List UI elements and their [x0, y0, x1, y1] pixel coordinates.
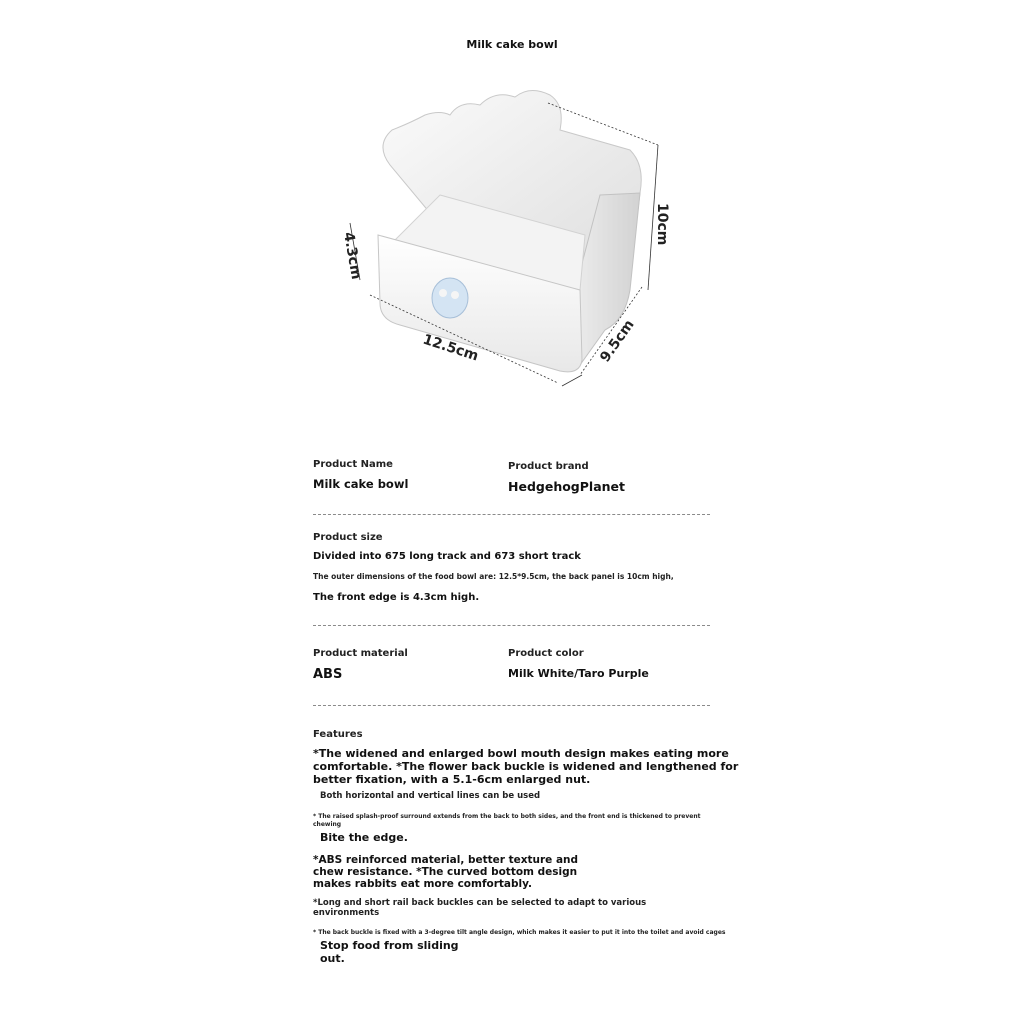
product-size-line1: Divided into 675 long track and 673 short track [313, 551, 581, 562]
brand-sticker [432, 278, 468, 318]
dim-width: 9.5cm [597, 317, 638, 366]
feature-5-line2: chew resistance. *The curved bottom design [313, 866, 578, 878]
divider [313, 514, 710, 515]
feature-8-line1: Stop food from sliding [320, 939, 459, 952]
product-color-label: Product color [508, 648, 584, 659]
product-color-value: Milk White/Taro Purple [508, 667, 649, 680]
product-brand-label: Product brand [508, 461, 589, 472]
feature-3-line2: chewing [313, 821, 342, 828]
feature-2: Both horizontal and vertical lines can be used [320, 791, 541, 801]
product-name-label: Product Name [313, 459, 393, 470]
feature-7: * The back buckle is fixed with a 3-degree tilt angle design, which makes it easier to put it into the toilet and avoid cages [313, 929, 726, 936]
feature-6-line2: environments [313, 908, 380, 918]
product-material-value: ABS [313, 667, 343, 682]
product-size-line3: The front edge is 4.3cm high. [313, 592, 480, 603]
product-figure [330, 75, 680, 395]
feature-6-line1: *Long and short rail back buckles can be selected to adapt to various [313, 898, 647, 908]
product-size-label: Product size [313, 532, 383, 543]
feature-5-line3: makes rabbits eat more comfortably. [313, 878, 532, 890]
feature-5-line1: *ABS reinforced material, better texture and [313, 854, 579, 866]
dim-length: 12.5cm [420, 331, 481, 365]
feature-3-line1: * The raised splash-proof surround extends from the back to both sides, and the front end is thickened to prevent [313, 813, 701, 820]
product-material-label: Product material [313, 648, 408, 659]
features-label: Features [313, 729, 363, 740]
feature-1-line1: *The widened and enlarged bowl mouth design makes eating more [313, 747, 729, 760]
feature-8-line2: out. [320, 952, 345, 965]
product-size-line2: The outer dimensions of the food bowl are: 12.5*9.5cm, the back panel is 10cm high, [313, 572, 674, 581]
dim-front-height: 4.3cm [340, 230, 365, 281]
feature-1-line2: comfortable. *The flower back buckle is widened and lengthened for [313, 760, 739, 773]
product-brand-value: HedgehogPlanet [508, 479, 625, 494]
divider [313, 625, 710, 626]
dim-back-height: 10cm [654, 203, 670, 246]
feature-4: Bite the edge. [320, 831, 408, 844]
feature-1-line3: better fixation, with a 5.1-6cm enlarged nut. [313, 773, 591, 786]
divider [313, 705, 710, 706]
product-name-value: Milk cake bowl [313, 477, 409, 491]
page-title: Milk cake bowl [466, 38, 558, 51]
